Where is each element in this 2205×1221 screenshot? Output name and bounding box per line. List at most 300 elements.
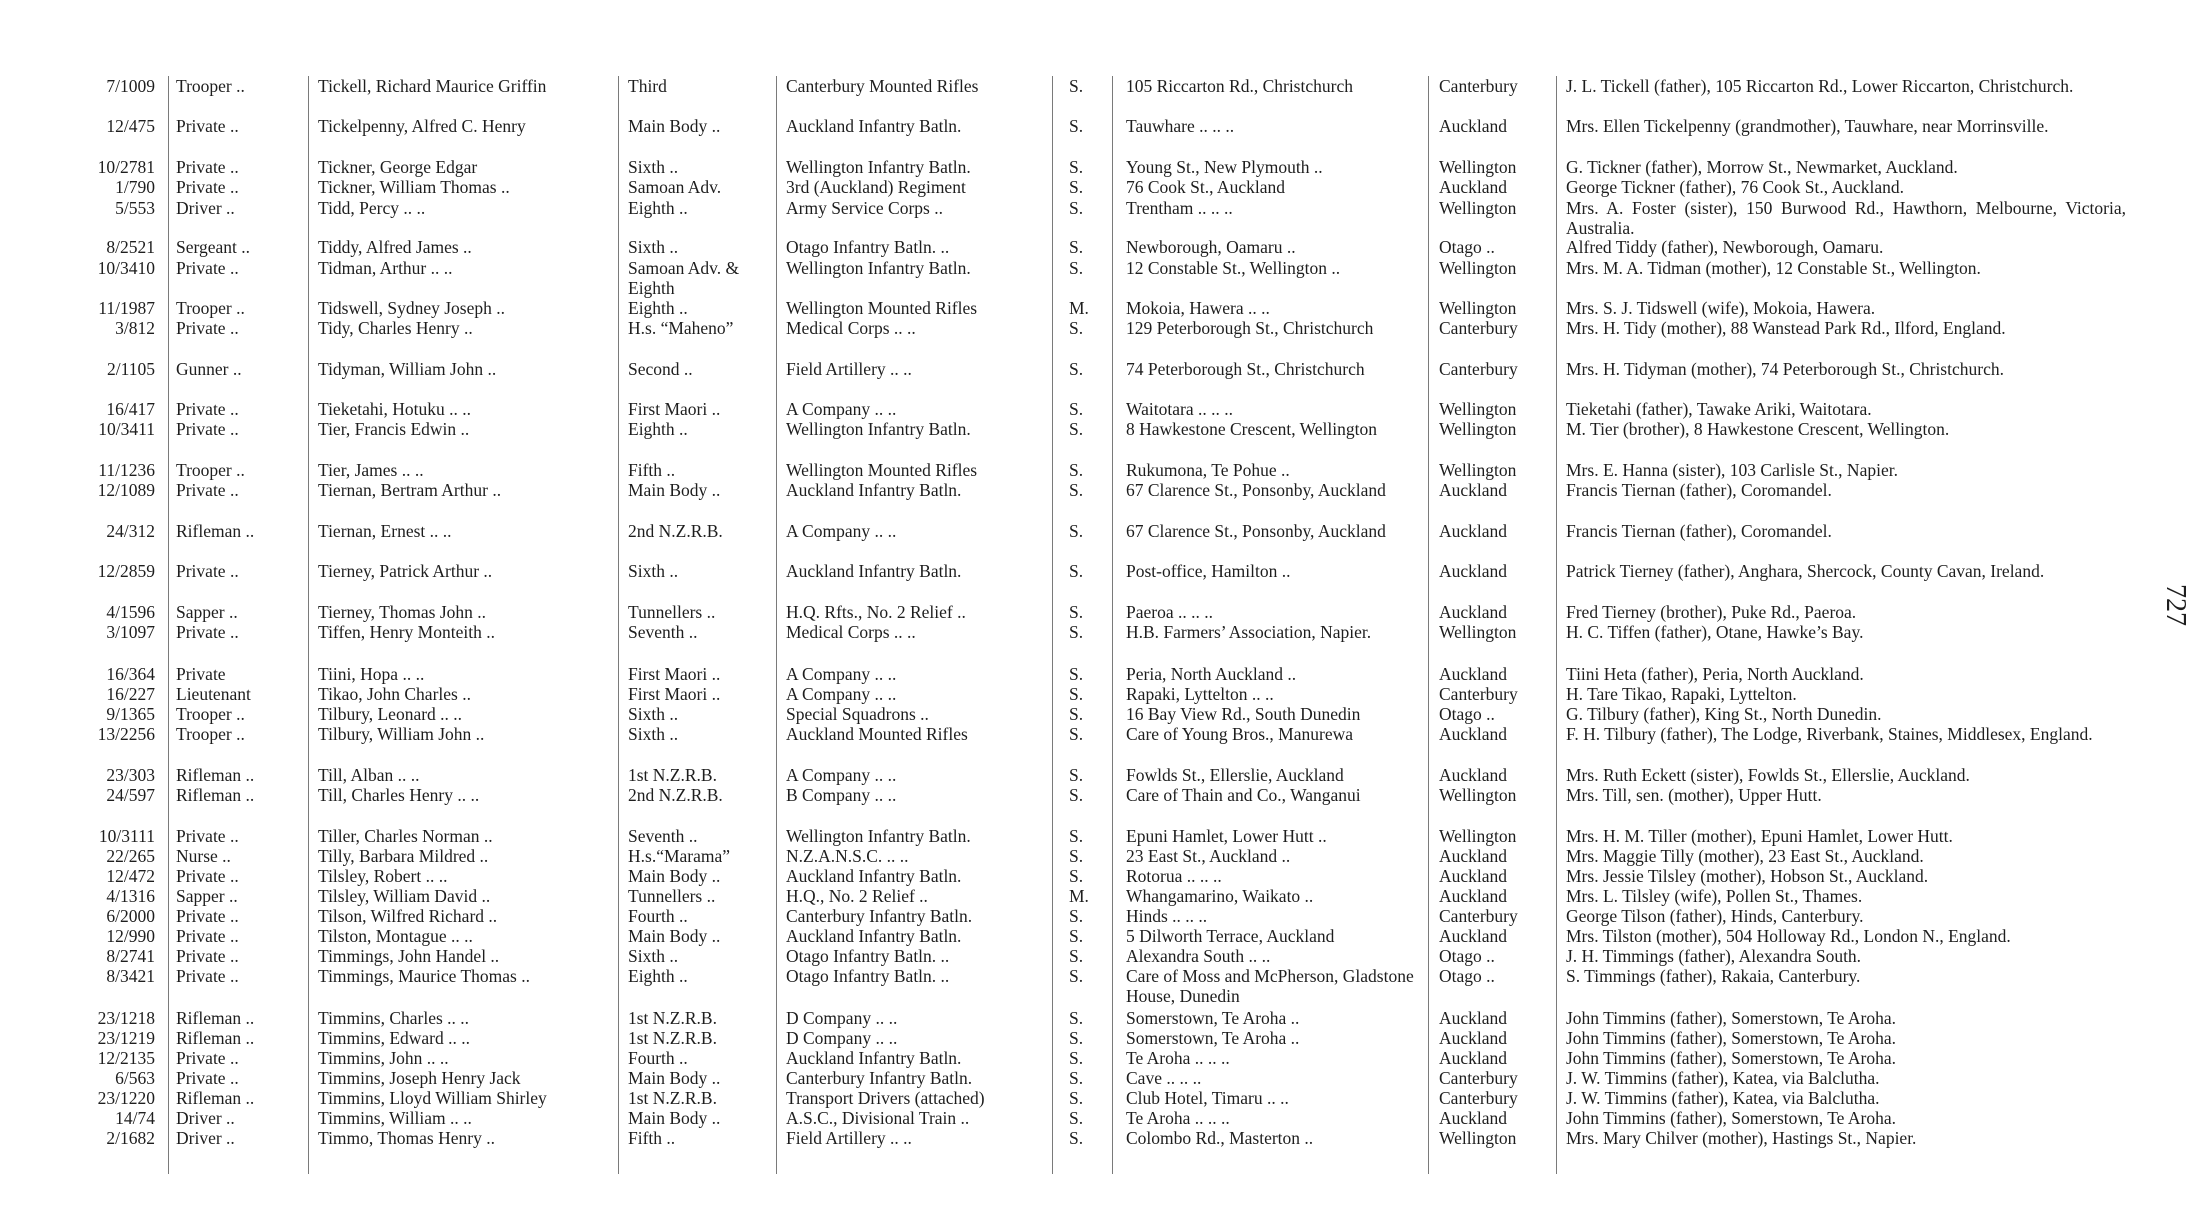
military-district: Canterbury	[1439, 318, 1518, 338]
regimental-number: 12/2135	[97, 1048, 155, 1068]
corps: H.Q. Rfts., No. 2 Relief ..	[786, 602, 966, 622]
corps: Transport Drivers (attached)	[786, 1088, 985, 1108]
corps: D Company .. ..	[786, 1028, 898, 1048]
regimental-number: 2/1682	[106, 1128, 155, 1148]
next-of-kin: F. H. Tilbury (father), The Lodge, Riverbank, Staines, Middlesex, England.	[1566, 724, 2093, 744]
table-row	[0, 622, 2205, 642]
address: Somerstown, Te Aroha ..	[1126, 1008, 1300, 1028]
address: Cave .. .. ..	[1126, 1068, 1202, 1088]
address: 105 Riccarton Rd., Christchurch	[1126, 76, 1353, 96]
soldier-name: Tidd, Percy .. ..	[318, 198, 426, 218]
soldier-name: Timmins, Edward .. ..	[318, 1028, 471, 1048]
marital-status: S.	[1069, 1028, 1084, 1048]
corps: A Company .. ..	[786, 521, 897, 541]
table-row	[0, 198, 2205, 238]
corps: Army Service Corps ..	[786, 198, 943, 218]
embarkation-unit: Sixth ..	[628, 157, 679, 177]
address: Peria, North Auckland ..	[1126, 664, 1297, 684]
military-district: Auckland	[1439, 886, 1508, 906]
soldier-name: Tidswell, Sydney Joseph ..	[318, 298, 506, 318]
soldier-name: Tierney, Thomas John ..	[318, 602, 487, 622]
marital-status: S.	[1069, 946, 1084, 966]
address: Club Hotel, Timaru .. ..	[1126, 1088, 1289, 1108]
military-district: Auckland	[1439, 561, 1508, 581]
rank: Rifleman ..	[176, 1088, 255, 1108]
embarkation-unit: 2nd N.Z.R.B.	[628, 521, 723, 541]
rank: Driver ..	[176, 198, 235, 218]
next-of-kin: Mrs. Mary Chilver (mother), Hastings St., Napier.	[1566, 1128, 1917, 1148]
marital-status: S.	[1069, 157, 1084, 177]
rank: Private ..	[176, 1048, 239, 1068]
marital-status: S.	[1069, 684, 1084, 704]
embarkation-unit: Fourth ..	[628, 1048, 688, 1068]
table-row	[0, 846, 2205, 866]
rank: Private ..	[176, 906, 239, 926]
marital-status: S.	[1069, 846, 1084, 866]
military-district: Auckland	[1439, 664, 1508, 684]
embarkation-unit: Second ..	[628, 359, 693, 379]
embarkation-unit: Tunnellers ..	[628, 602, 716, 622]
military-district: Canterbury	[1439, 359, 1518, 379]
embarkation-unit: 1st N.Z.R.B.	[628, 1028, 717, 1048]
embarkation-unit: Main Body ..	[628, 1068, 721, 1088]
next-of-kin: S. Timmings (father), Rakaia, Canterbury.	[1566, 966, 1861, 986]
address: H.B. Farmers’ Association, Napier.	[1126, 622, 1372, 642]
table-row	[0, 1128, 2205, 1148]
military-district: Auckland	[1439, 846, 1508, 866]
address: 8 Hawkestone Crescent, Wellington	[1126, 419, 1377, 439]
address: Hinds .. .. ..	[1126, 906, 1208, 926]
address: Care of Moss and McPherson, Gladstone House, Dunedin	[1126, 966, 1419, 1006]
marital-status: S.	[1069, 419, 1084, 439]
soldier-name: Till, Alban .. ..	[318, 765, 420, 785]
address: Te Aroha .. .. ..	[1126, 1048, 1230, 1068]
regimental-number: 7/1009	[106, 76, 155, 96]
military-district: Auckland	[1439, 765, 1508, 785]
next-of-kin: J. L. Tickell (father), 105 Riccarton Rd., Lower Riccarton, Christchurch.	[1566, 76, 2074, 96]
military-district: Auckland	[1439, 926, 1508, 946]
page-number: 727	[2160, 584, 2191, 626]
marital-status: M.	[1069, 298, 1089, 318]
corps: Canterbury Infantry Batln.	[786, 1068, 973, 1088]
soldier-name: Tier, Francis Edwin ..	[318, 419, 470, 439]
regimental-number: 23/1220	[97, 1088, 155, 1108]
address: Waitotara .. .. ..	[1126, 399, 1233, 419]
corps: Wellington Infantry Batln.	[786, 419, 971, 439]
soldier-name: Timmins, John .. ..	[318, 1048, 449, 1068]
embarkation-unit: Main Body ..	[628, 866, 721, 886]
marital-status: S.	[1069, 1088, 1084, 1108]
rank: Sapper ..	[176, 886, 238, 906]
marital-status: S.	[1069, 765, 1084, 785]
rank: Private ..	[176, 1068, 239, 1088]
embarkation-unit: Sixth ..	[628, 704, 679, 724]
address: Newborough, Oamaru ..	[1126, 237, 1296, 257]
marital-status: S.	[1069, 1108, 1084, 1128]
embarkation-unit: Sixth ..	[628, 724, 679, 744]
marital-status: S.	[1069, 177, 1084, 197]
corps: N.Z.A.N.S.C. .. ..	[786, 846, 909, 866]
address: 67 Clarence St., Ponsonby, Auckland	[1126, 521, 1386, 541]
regimental-number: 2/1105	[107, 359, 155, 379]
rank: Rifleman ..	[176, 1028, 255, 1048]
military-district: Auckland	[1439, 1108, 1508, 1128]
next-of-kin: Francis Tiernan (father), Coromandel.	[1566, 480, 1832, 500]
rank: Sapper ..	[176, 602, 238, 622]
corps: Special Squadrons ..	[786, 704, 929, 724]
address: 16 Bay View Rd., South Dunedin	[1126, 704, 1361, 724]
regimental-number: 6/563	[115, 1068, 155, 1088]
soldier-name: Tilly, Barbara Mildred ..	[318, 846, 489, 866]
military-district: Auckland	[1439, 1048, 1508, 1068]
address: 74 Peterborough St., Christchurch	[1126, 359, 1365, 379]
corps: A.S.C., Divisional Train ..	[786, 1108, 970, 1128]
embarkation-unit: Fourth ..	[628, 906, 688, 926]
marital-status: S.	[1069, 785, 1084, 805]
address: Care of Young Bros., Manurewa	[1126, 724, 1353, 744]
regimental-number: 13/2256	[97, 724, 155, 744]
next-of-kin: Mrs. A. Foster (sister), 150 Burwood Rd., Hawthorn, Melbourne, Victoria, Australia.	[1566, 198, 2130, 238]
corps: A Company .. ..	[786, 399, 897, 419]
next-of-kin: Mrs. Ellen Tickelpenny (grandmother), Tauwhare, near Morrinsville.	[1566, 116, 2049, 136]
military-district: Wellington	[1439, 258, 1517, 278]
corps: Auckland Mounted Rifles	[786, 724, 968, 744]
table-row	[0, 966, 2205, 1006]
next-of-kin: Patrick Tierney (father), Anghara, Shercock, County Cavan, Ireland.	[1566, 561, 2045, 581]
table-row	[0, 946, 2205, 966]
address: Care of Thain and Co., Wanganui	[1126, 785, 1361, 805]
rank: Driver ..	[176, 1128, 235, 1148]
table-row	[0, 684, 2205, 704]
rank: Private	[176, 664, 226, 684]
soldier-name: Timmins, Lloyd William Shirley	[318, 1088, 547, 1108]
rank: Private ..	[176, 419, 239, 439]
corps: A Company .. ..	[786, 664, 897, 684]
regimental-number: 23/1219	[97, 1028, 155, 1048]
next-of-kin: Mrs. E. Hanna (sister), 103 Carlisle St., Napier.	[1566, 460, 1898, 480]
address: Tauwhare .. .. ..	[1126, 116, 1235, 136]
regimental-number: 16/417	[106, 399, 155, 419]
corps: Wellington Mounted Rifles	[786, 298, 978, 318]
marital-status: S.	[1069, 926, 1084, 946]
next-of-kin: J. W. Timmins (father), Katea, via Balclutha.	[1566, 1088, 1880, 1108]
military-district: Canterbury	[1439, 1068, 1518, 1088]
marital-status: S.	[1069, 521, 1084, 541]
marital-status: S.	[1069, 826, 1084, 846]
address: 76 Cook St., Auckland	[1126, 177, 1285, 197]
next-of-kin: Mrs. M. A. Tidman (mother), 12 Constable St., Wellington.	[1566, 258, 1981, 278]
regimental-number: 24/312	[106, 521, 155, 541]
regimental-number: 23/1218	[97, 1008, 155, 1028]
soldier-name: Tickell, Richard Maurice Griffin	[318, 76, 547, 96]
next-of-kin: Mrs. H. Tidy (mother), 88 Wanstead Park Rd., Ilford, England.	[1566, 318, 2006, 338]
soldier-name: Tidman, Arthur .. ..	[318, 258, 453, 278]
rank: Trooper ..	[176, 76, 245, 96]
marital-status: S.	[1069, 1068, 1084, 1088]
embarkation-unit: First Maori ..	[628, 684, 721, 704]
soldier-name: Timmins, Charles .. ..	[318, 1008, 470, 1028]
soldier-name: Tiddy, Alfred James ..	[318, 237, 472, 257]
table-row	[0, 724, 2205, 744]
military-district: Auckland	[1439, 480, 1508, 500]
marital-status: S.	[1069, 116, 1084, 136]
next-of-kin: J. W. Timmins (father), Katea, via Balclutha.	[1566, 1068, 1880, 1088]
address: Colombo Rd., Masterton ..	[1126, 1128, 1314, 1148]
corps: Field Artillery .. ..	[786, 359, 912, 379]
soldier-name: Tidy, Charles Henry ..	[318, 318, 473, 338]
marital-status: S.	[1069, 359, 1084, 379]
table-row	[0, 785, 2205, 805]
next-of-kin: Mrs. Till, sen. (mother), Upper Hutt.	[1566, 785, 1822, 805]
address: 12 Constable St., Wellington ..	[1126, 258, 1341, 278]
next-of-kin: J. H. Timmings (father), Alexandra South.	[1566, 946, 1862, 966]
next-of-kin: Mrs. Tilston (mother), 504 Holloway Rd., London N., England.	[1566, 926, 2011, 946]
regimental-number: 5/553	[115, 198, 155, 218]
rank: Private ..	[176, 399, 239, 419]
table-row	[0, 704, 2205, 724]
next-of-kin: H. C. Tiffen (father), Otane, Hawke’s Bay.	[1566, 622, 1864, 642]
rank: Trooper ..	[176, 460, 245, 480]
rank: Rifleman ..	[176, 521, 255, 541]
military-district: Wellington	[1439, 298, 1517, 318]
embarkation-unit: Sixth ..	[628, 946, 679, 966]
rank: Private ..	[176, 826, 239, 846]
marital-status: S.	[1069, 258, 1084, 278]
rank: Trooper ..	[176, 298, 245, 318]
embarkation-unit: Eighth ..	[628, 298, 688, 318]
embarkation-unit: First Maori ..	[628, 664, 721, 684]
regimental-number: 12/2859	[97, 561, 155, 581]
regimental-number: 22/265	[106, 846, 155, 866]
next-of-kin: Mrs. H. Tidyman (mother), 74 Peterborough St., Christchurch.	[1566, 359, 2004, 379]
embarkation-unit: 2nd N.Z.R.B.	[628, 785, 723, 805]
embarkation-unit: 1st N.Z.R.B.	[628, 1088, 717, 1108]
corps: D Company .. ..	[786, 1008, 898, 1028]
corps: 3rd (Auckland) Regiment	[786, 177, 966, 197]
embarkation-unit: Main Body ..	[628, 926, 721, 946]
regimental-number: 10/3411	[98, 419, 155, 439]
soldier-name: Tickelpenny, Alfred C. Henry	[318, 116, 526, 136]
military-district: Wellington	[1439, 157, 1517, 177]
rank: Private ..	[176, 926, 239, 946]
embarkation-unit: First Maori ..	[628, 399, 721, 419]
rank: Private ..	[176, 116, 239, 136]
corps: Canterbury Infantry Batln.	[786, 906, 973, 926]
next-of-kin: John Timmins (father), Somerstown, Te Aroha.	[1566, 1048, 1896, 1068]
soldier-name: Timmins, Joseph Henry Jack	[318, 1068, 521, 1088]
corps: Wellington Mounted Rifles	[786, 460, 978, 480]
regimental-number: 8/3421	[106, 966, 155, 986]
military-district: Wellington	[1439, 399, 1517, 419]
embarkation-unit: H.s.“Marama”	[628, 846, 731, 866]
next-of-kin: Francis Tiernan (father), Coromandel.	[1566, 521, 1832, 541]
soldier-name: Tiernan, Bertram Arthur ..	[318, 480, 502, 500]
regimental-number: 11/1236	[98, 460, 155, 480]
table-row	[0, 157, 2205, 177]
marital-status: S.	[1069, 1128, 1084, 1148]
embarkation-unit: Third	[628, 76, 667, 96]
next-of-kin: Mrs. Ruth Eckett (sister), Fowlds St., Ellerslie, Auckland.	[1566, 765, 1970, 785]
regimental-number: 9/1365	[106, 704, 155, 724]
address: Trentham .. .. ..	[1126, 198, 1233, 218]
table-row	[0, 1068, 2205, 1088]
address: Rotorua .. .. ..	[1126, 866, 1222, 886]
next-of-kin: Mrs. L. Tilsley (wife), Pollen St., Thames.	[1566, 886, 1863, 906]
embarkation-unit: Seventh ..	[628, 826, 698, 846]
military-district: Auckland	[1439, 116, 1508, 136]
corps: Auckland Infantry Batln.	[786, 1048, 962, 1068]
next-of-kin: George Tickner (father), 76 Cook St., Auckland.	[1566, 177, 1904, 197]
next-of-kin: George Tilson (father), Hinds, Canterbury.	[1566, 906, 1864, 926]
regimental-number: 12/475	[106, 116, 155, 136]
regimental-number: 16/364	[106, 664, 155, 684]
embarkation-unit: Main Body ..	[628, 480, 721, 500]
next-of-kin: M. Tier (brother), 8 Hawkestone Crescent, Wellington.	[1566, 419, 1950, 439]
next-of-kin: John Timmins (father), Somerstown, Te Aroha.	[1566, 1028, 1896, 1048]
table-row	[0, 116, 2205, 136]
table-row	[0, 399, 2205, 419]
rank: Rifleman ..	[176, 1008, 255, 1028]
marital-status: S.	[1069, 1008, 1084, 1028]
table-row	[0, 298, 2205, 318]
soldier-name: Tilsley, William David ..	[318, 886, 491, 906]
military-district: Wellington	[1439, 622, 1517, 642]
rank: Private ..	[176, 318, 239, 338]
next-of-kin: H. Tare Tikao, Rapaki, Lyttelton.	[1566, 684, 1797, 704]
soldier-name: Tiini, Hopa .. ..	[318, 664, 425, 684]
soldier-name: Timmings, Maurice Thomas ..	[318, 966, 530, 986]
corps: Medical Corps .. ..	[786, 622, 916, 642]
table-row	[0, 765, 2205, 785]
military-district: Wellington	[1439, 785, 1517, 805]
military-district: Canterbury	[1439, 1088, 1518, 1108]
soldier-name: Tilston, Montague .. ..	[318, 926, 473, 946]
table-row	[0, 926, 2205, 946]
soldier-name: Tikao, John Charles ..	[318, 684, 471, 704]
regimental-number: 8/2521	[106, 237, 155, 257]
marital-status: S.	[1069, 318, 1084, 338]
marital-status: S.	[1069, 704, 1084, 724]
rank: Nurse ..	[176, 846, 231, 866]
military-district: Otago ..	[1439, 704, 1495, 724]
table-row	[0, 76, 2205, 96]
regimental-number: 12/1089	[97, 480, 155, 500]
next-of-kin: Alfred Tiddy (father), Newborough, Oamaru.	[1566, 237, 1884, 257]
soldier-name: Tilbury, William John ..	[318, 724, 485, 744]
military-district: Otago ..	[1439, 237, 1495, 257]
regimental-number: 10/3111	[98, 826, 155, 846]
table-row	[0, 480, 2205, 500]
table-row	[0, 1088, 2205, 1108]
table-row	[0, 561, 2205, 581]
regimental-number: 16/227	[106, 684, 155, 704]
military-district: Canterbury	[1439, 684, 1518, 704]
table-row	[0, 258, 2205, 298]
regimental-number: 11/1987	[98, 298, 155, 318]
rank: Trooper ..	[176, 724, 245, 744]
next-of-kin: Mrs. H. M. Tiller (mother), Epuni Hamlet, Lower Hutt.	[1566, 826, 1953, 846]
military-district: Wellington	[1439, 198, 1517, 218]
rank: Sergeant ..	[176, 237, 251, 257]
next-of-kin: Tieketahi (father), Tawake Ariki, Waitotara.	[1566, 399, 1872, 419]
next-of-kin: Mrs. Jessie Tilsley (mother), Hobson St., Auckland.	[1566, 866, 1929, 886]
marital-status: S.	[1069, 724, 1084, 744]
rank: Driver ..	[176, 1108, 235, 1128]
soldier-name: Timmins, William .. ..	[318, 1108, 472, 1128]
marital-status: S.	[1069, 198, 1084, 218]
table-row	[0, 602, 2205, 622]
soldier-name: Till, Charles Henry .. ..	[318, 785, 480, 805]
soldier-name: Tiernan, Ernest .. ..	[318, 521, 452, 541]
marital-status: S.	[1069, 1048, 1084, 1068]
corps: Medical Corps .. ..	[786, 318, 916, 338]
soldier-name: Tidyman, William John ..	[318, 359, 497, 379]
regimental-number: 1/790	[115, 177, 155, 197]
corps: Wellington Infantry Batln.	[786, 157, 971, 177]
military-district: Wellington	[1439, 460, 1517, 480]
military-district: Auckland	[1439, 866, 1508, 886]
corps: Otago Infantry Batln. ..	[786, 946, 950, 966]
embarkation-unit: Tunnellers ..	[628, 886, 716, 906]
table-row	[0, 521, 2205, 541]
regimental-number: 3/1097	[106, 622, 155, 642]
soldier-name: Tilbury, Leonard .. ..	[318, 704, 463, 724]
embarkation-unit: Main Body ..	[628, 1108, 721, 1128]
address: Fowlds St., Ellerslie, Auckland	[1126, 765, 1344, 785]
corps: Auckland Infantry Batln.	[786, 480, 962, 500]
rank: Gunner ..	[176, 359, 242, 379]
embarkation-unit: Samoan Adv.	[628, 177, 722, 197]
marital-status: S.	[1069, 602, 1084, 622]
marital-status: S.	[1069, 866, 1084, 886]
military-district: Auckland	[1439, 602, 1508, 622]
soldier-name: Tiffen, Henry Monteith ..	[318, 622, 495, 642]
rank: Trooper ..	[176, 704, 245, 724]
corps: Auckland Infantry Batln.	[786, 561, 962, 581]
embarkation-unit: Fifth ..	[628, 1128, 676, 1148]
regimental-number: 12/472	[106, 866, 155, 886]
next-of-kin: Mrs. S. J. Tidswell (wife), Mokoia, Hawera.	[1566, 298, 1876, 318]
table-row	[0, 1048, 2205, 1068]
table-row	[0, 866, 2205, 886]
corps: Otago Infantry Batln. ..	[786, 237, 950, 257]
rank: Private ..	[176, 480, 239, 500]
rank: Private ..	[176, 966, 239, 986]
corps: Otago Infantry Batln. ..	[786, 966, 950, 986]
marital-status: S.	[1069, 237, 1084, 257]
table-row	[0, 1108, 2205, 1128]
marital-status: S.	[1069, 76, 1084, 96]
marital-status: S.	[1069, 561, 1084, 581]
soldier-name: Tierney, Patrick Arthur ..	[318, 561, 493, 581]
address: Rukumona, Te Pohue ..	[1126, 460, 1290, 480]
rank: Private ..	[176, 622, 239, 642]
marital-status: M.	[1069, 886, 1089, 906]
marital-status: S.	[1069, 460, 1084, 480]
embarkation-unit: Fifth ..	[628, 460, 676, 480]
military-district: Wellington	[1439, 826, 1517, 846]
rank: Private ..	[176, 157, 239, 177]
table-row	[0, 1028, 2205, 1048]
next-of-kin: John Timmins (father), Somerstown, Te Aroha.	[1566, 1108, 1896, 1128]
soldier-name: Tickner, George Edgar	[318, 157, 478, 177]
address: Paeroa .. .. ..	[1126, 602, 1213, 622]
corps: Field Artillery .. ..	[786, 1128, 912, 1148]
embarkation-unit: Samoan Adv. & Eighth	[628, 258, 744, 298]
marital-status: S.	[1069, 966, 1084, 986]
address: Somerstown, Te Aroha ..	[1126, 1028, 1300, 1048]
soldier-name: Timmo, Thomas Henry ..	[318, 1128, 495, 1148]
